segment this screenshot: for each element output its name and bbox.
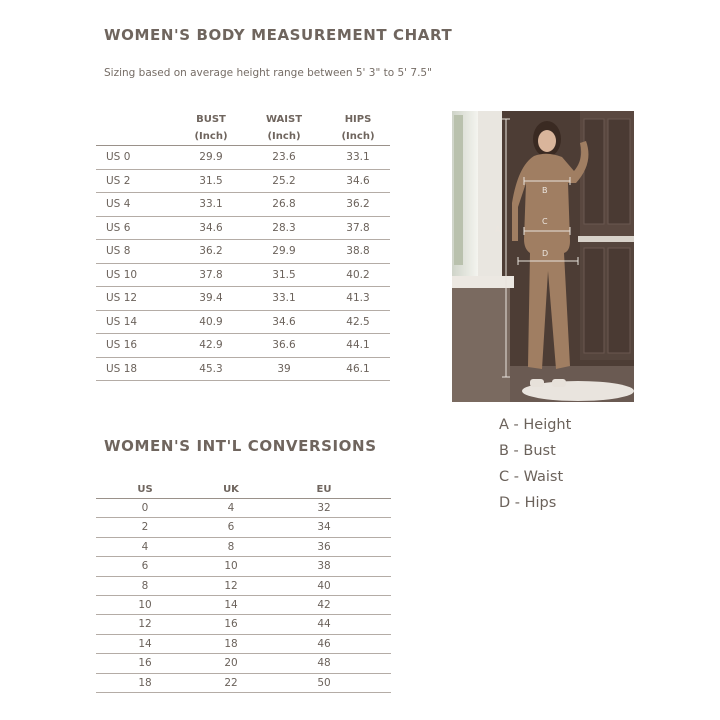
bust-cell: 40.9 (199, 315, 223, 328)
us-cell: 12 (138, 618, 152, 631)
measurement-row (96, 146, 390, 170)
measurement-legend (499, 416, 571, 520)
bust-header-unit: (Inch) (194, 131, 228, 142)
conversion-row (96, 615, 391, 634)
measurement-row (96, 264, 390, 288)
bust-cell: 34.6 (199, 221, 223, 234)
hips-header (328, 111, 388, 145)
size-cell: US 16 (106, 339, 138, 351)
model-photo (452, 111, 634, 402)
uk-cell: 14 (224, 598, 238, 611)
measurement-row (96, 311, 390, 335)
hips-header-label: HIPS (344, 114, 372, 125)
conversions-title: WOMEN'S INT'L CONVERSIONS (104, 437, 377, 455)
measurement-table-header (96, 109, 390, 146)
hips-cell: 40.2 (346, 268, 370, 281)
bust-cell: 36.2 (199, 245, 223, 257)
bust-cell: 37.8 (199, 268, 223, 281)
hips-cell: 37.8 (346, 221, 370, 234)
waist-cell: 31.5 (272, 268, 296, 281)
marker-c: C (542, 217, 548, 226)
measurement-row (96, 193, 390, 217)
uk-cell: 6 (227, 521, 235, 534)
legend-waist: C - Waist (499, 469, 564, 485)
hips-cell: 34.6 (346, 174, 370, 187)
us-cell: 16 (138, 657, 152, 670)
size-cell: US 4 (106, 198, 131, 210)
hips-cell: 44.1 (346, 339, 370, 351)
bust-cell: 42.9 (199, 339, 223, 351)
marker-d: D (542, 249, 549, 258)
eu-cell: 48 (317, 657, 331, 670)
waist-cell: 23.6 (272, 151, 296, 163)
waist-header-label: WAIST (265, 114, 303, 125)
uk-cell: 10 (224, 560, 238, 573)
hips-header-unit: (Inch) (341, 131, 375, 142)
marker-b: B (542, 186, 548, 195)
waist-cell: 26.8 (272, 198, 296, 210)
hips-cell: 38.8 (346, 245, 370, 257)
bust-header-label: BUST (196, 114, 226, 125)
bust-cell: 39.4 (199, 292, 223, 304)
waist-cell: 28.3 (272, 221, 296, 234)
hips-cell: 42.5 (346, 315, 370, 328)
uk-cell: 18 (224, 637, 238, 650)
conversion-row (96, 577, 391, 596)
waist-cell: 29.9 (272, 245, 296, 257)
legend-height: A - Height (499, 417, 572, 433)
size-cell: US 10 (106, 268, 138, 281)
eu-cell: 32 (317, 502, 331, 514)
conversion-row (96, 538, 391, 557)
eu-cell: 44 (317, 618, 331, 631)
uk-cell: 8 (227, 540, 235, 553)
conversion-row (96, 654, 391, 673)
conversion-row (96, 674, 391, 693)
bust-cell: 29.9 (199, 151, 223, 163)
uk-cell: 16 (224, 618, 238, 631)
bust-cell: 33.1 (199, 198, 223, 210)
measurement-row (96, 334, 390, 358)
conversion-row (96, 557, 391, 576)
waist-cell: 39 (277, 362, 291, 375)
conversion-row (96, 499, 391, 518)
eu-cell: 42 (317, 598, 331, 611)
eu-cell: 40 (317, 579, 331, 592)
conversion-table (96, 482, 391, 693)
size-cell: US 8 (106, 245, 131, 257)
waist-cell: 33.1 (272, 292, 296, 304)
eu-cell: 50 (317, 676, 331, 689)
us-cell: 4 (141, 540, 149, 553)
eu-cell: 46 (317, 637, 331, 650)
conversion-table-header (96, 482, 391, 499)
uk-header: UK (223, 484, 239, 495)
uk-cell: 20 (224, 657, 238, 670)
us-cell: 14 (138, 637, 152, 650)
eu-cell: 36 (317, 540, 331, 553)
uk-cell: 22 (224, 676, 238, 689)
us-cell: 2 (141, 521, 149, 534)
waist-header (254, 111, 314, 145)
size-cell: US 18 (106, 362, 138, 375)
size-cell: US 12 (106, 292, 138, 304)
eu-cell: 34 (317, 521, 331, 534)
marker-a: A (495, 225, 501, 234)
bust-cell: 31.5 (199, 174, 223, 187)
us-cell: 0 (141, 502, 149, 514)
eu-cell: 38 (317, 560, 331, 573)
us-cell: 8 (141, 579, 149, 592)
measurement-row (96, 240, 390, 264)
uk-cell: 12 (224, 579, 238, 592)
waist-cell: 36.6 (272, 339, 296, 351)
us-header: US (137, 484, 153, 495)
us-cell: 6 (141, 560, 149, 573)
size-cell: US 0 (106, 151, 131, 163)
measurement-row (96, 170, 390, 194)
size-cell: US 14 (106, 315, 138, 328)
bust-cell: 45.3 (199, 362, 223, 375)
measurement-row (96, 217, 390, 241)
measurement-chart-subtitle: Sizing based on average height range between 5' 3" to 5' 7.5" (104, 67, 432, 79)
size-cell: US 2 (106, 174, 131, 187)
measurement-row (96, 287, 390, 311)
eu-header: EU (316, 484, 332, 495)
hips-cell: 36.2 (346, 198, 370, 210)
hips-cell: 41.3 (346, 292, 370, 304)
conversion-row (96, 596, 391, 615)
us-cell: 18 (138, 676, 152, 689)
waist-cell: 25.2 (272, 174, 296, 187)
conversion-row (96, 518, 391, 537)
measurement-chart-title: WOMEN'S BODY MEASUREMENT CHART (104, 26, 453, 44)
hips-cell: 46.1 (346, 362, 370, 375)
us-cell: 10 (138, 598, 152, 611)
conversion-row (96, 635, 391, 654)
uk-cell: 4 (227, 502, 235, 514)
bust-header (181, 111, 241, 145)
measurement-row (96, 358, 390, 382)
legend-bust: B - Bust (499, 443, 556, 459)
size-cell: US 6 (106, 221, 131, 234)
waist-header-unit: (Inch) (267, 131, 301, 142)
measurement-table (96, 109, 390, 381)
legend-hips: D - Hips (499, 495, 557, 511)
waist-cell: 34.6 (272, 315, 296, 328)
hips-cell: 33.1 (346, 151, 370, 163)
